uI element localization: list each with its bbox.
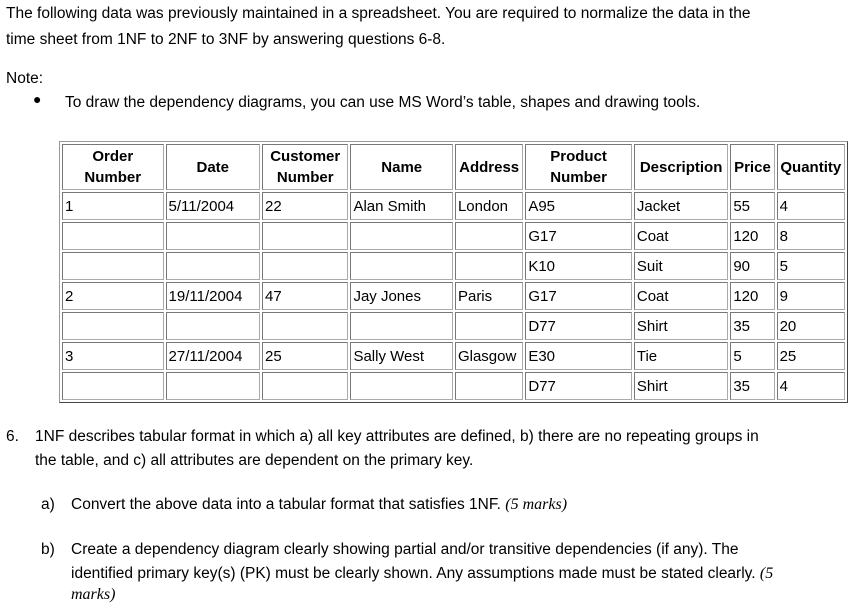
header-customer-number: Customer Number — [262, 144, 348, 190]
table-cell: E30 — [525, 342, 632, 370]
table-cell: 90 — [730, 252, 774, 280]
part-b-marks: (5 — [759, 565, 774, 582]
table-cell: Jay Jones — [350, 282, 453, 310]
table-cell — [455, 252, 523, 280]
table-cell: D77 — [525, 312, 632, 340]
intro-line-1: The following data was previously maintained in a spreadsheet. You are required to normalize the data in the — [6, 5, 751, 22]
table-cell: Coat — [634, 222, 728, 250]
header-address: Address — [455, 144, 523, 190]
table-cell: Shirt — [634, 312, 728, 340]
table-cell: 25 — [777, 342, 845, 370]
table-cell: 2 — [62, 282, 164, 310]
table-cell: 35 — [730, 372, 774, 400]
part-a-marks: (5 marks) — [505, 496, 568, 513]
table-cell: D77 — [525, 372, 632, 400]
table-cell: Glasgow — [455, 342, 523, 370]
table-cell — [350, 372, 453, 400]
note-bullet-text: To draw the dependency diagrams, you can use MS Word’s table, shapes and drawing tools. — [65, 94, 701, 111]
table-cell: 3 — [62, 342, 164, 370]
table-cell — [62, 252, 164, 280]
table-row — [62, 342, 845, 370]
header-date: Date — [166, 144, 260, 190]
bullet-icon: ● — [33, 91, 42, 107]
part-a-text: Convert the above data into a tabular format that satisfies 1NF. (5 marks) — [71, 496, 568, 513]
intro-line-2: time sheet from 1NF to 2NF to 3NF by answering questions 6-8. — [6, 31, 446, 48]
part-b-marks-continued: marks) — [71, 586, 116, 603]
part-b-line-1: Create a dependency diagram clearly showing partial and/or transitive dependencies (if any). The — [71, 541, 739, 558]
table-cell — [262, 252, 348, 280]
table-cell: Jacket — [634, 192, 728, 220]
table-cell — [62, 312, 164, 340]
table-cell — [166, 312, 260, 340]
header-product-number: Product Number — [525, 144, 632, 190]
table-cell — [262, 372, 348, 400]
table-cell: 27/11/2004 — [166, 342, 260, 370]
table-cell: Paris — [455, 282, 523, 310]
table-cell: K10 — [525, 252, 632, 280]
table-cell: Suit — [634, 252, 728, 280]
table-cell — [262, 222, 348, 250]
table-cell: 20 — [777, 312, 845, 340]
part-b-line-2: identified primary key(s) (PK) must be clearly shown. Any assumptions made must be stated clearly. (5 — [71, 565, 774, 582]
part-b-label: b) — [41, 541, 55, 558]
table-row — [62, 192, 845, 220]
table-cell: London — [455, 192, 523, 220]
question-6-line-2: the table, and c) all attributes are dependent on the primary key. — [35, 452, 474, 469]
table-cell: 1 — [62, 192, 164, 220]
table-cell — [166, 252, 260, 280]
table-cell: 9 — [777, 282, 845, 310]
table-row — [62, 252, 845, 280]
note-label: Note: — [6, 70, 44, 87]
table-cell: G17 — [525, 282, 632, 310]
order-data-table — [59, 141, 848, 403]
table-header-row — [62, 144, 845, 190]
table-cell: 120 — [730, 282, 774, 310]
table-cell — [455, 222, 523, 250]
table-cell: Alan Smith — [350, 192, 453, 220]
table-cell: A95 — [525, 192, 632, 220]
table-cell — [350, 312, 453, 340]
table-row — [62, 222, 845, 250]
table-cell — [62, 372, 164, 400]
table-cell: Sally West — [350, 342, 453, 370]
table-cell: 120 — [730, 222, 774, 250]
table-cell: G17 — [525, 222, 632, 250]
table-cell: 35 — [730, 312, 774, 340]
table-cell — [455, 372, 523, 400]
table-cell — [455, 312, 523, 340]
header-quantity: Quantity — [777, 144, 845, 190]
table-cell: 4 — [777, 192, 845, 220]
table-cell: 22 — [262, 192, 348, 220]
table-cell: 19/11/2004 — [166, 282, 260, 310]
table-row — [62, 372, 845, 400]
table-cell: Shirt — [634, 372, 728, 400]
table-cell: 47 — [262, 282, 348, 310]
table-cell — [350, 252, 453, 280]
table-cell — [62, 222, 164, 250]
question-6-number: 6. — [6, 428, 19, 445]
table-cell: Tie — [634, 342, 728, 370]
table-cell: 4 — [777, 372, 845, 400]
header-description: Description — [634, 144, 728, 190]
table-cell: 55 — [730, 192, 774, 220]
table-cell: Coat — [634, 282, 728, 310]
table-cell: 5 — [777, 252, 845, 280]
table-cell: 5 — [730, 342, 774, 370]
table-row — [62, 282, 845, 310]
part-a-label: a) — [41, 496, 55, 513]
header-price: Price — [730, 144, 774, 190]
table-cell — [262, 312, 348, 340]
table-cell: 5/11/2004 — [166, 192, 260, 220]
table-row — [62, 312, 845, 340]
table-cell — [350, 222, 453, 250]
table-cell — [166, 372, 260, 400]
header-order-number: Order Number — [62, 144, 164, 190]
table-cell: 25 — [262, 342, 348, 370]
table-cell: 8 — [777, 222, 845, 250]
table-cell — [166, 222, 260, 250]
header-name: Name — [350, 144, 453, 190]
question-6-line-1: 1NF describes tabular format in which a) all key attributes are defined, b) there are no repeating groups in — [35, 428, 759, 445]
